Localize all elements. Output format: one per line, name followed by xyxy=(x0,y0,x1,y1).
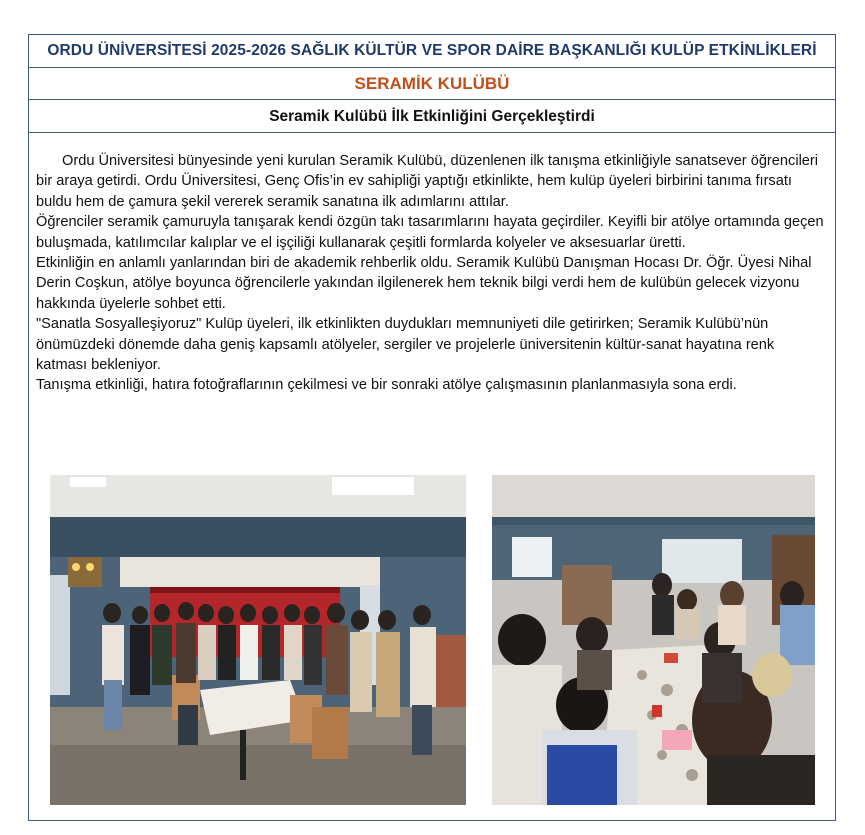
club-name: SERAMİK KULÜBÜ xyxy=(29,68,835,100)
paragraph-3: Etkinliğin en anlamlı yanlarından biri de akademik rehberlik oldu. Seramik Kulübü Danışman Hocası Dr. Öğr. Üyesi Nihal Derin Coşkun, atölye boyunca öğrencilerle yakından ilgilenerek hem teknik bilgi verdi hem de kulübün gelecek vizyonu hakkında üyelerle sohbet etti. xyxy=(36,255,812,312)
workshop-photo xyxy=(492,475,815,805)
page-frame xyxy=(28,34,836,821)
article-body xyxy=(36,151,826,396)
article-title: Seramik Kulübü İlk Etkinliğini Gerçekleştirdi xyxy=(29,100,835,133)
group-photo xyxy=(50,475,466,805)
paragraph-4: "Sanatla Sosyalleşiyoruz" Kulüp üyeleri, ilk etkinlikten duydukları memnuniyeti dile getirirken; Seramik Kulübü’nün önümüzdeki dönemde daha geniş kapsamlı atölyeler, sergiler ve projelerle üniversitenin kültür-sanat hayatına renk katması bekleniyor. xyxy=(36,316,775,374)
paragraph-2: Öğrenciler seramik çamuruyla tanışarak kendi özgün takı tasarımlarını hayata geçirdiler. Keyifli bir atölye ortamında geçen buluşmada, katılımcılar kalıplar ve el işçiliği kullanarak çeşitli formlarda kolyeler ve aksesuarlar üretti. xyxy=(36,214,824,251)
paragraph-5: Tanışma etkinliği, hatıra fotoğraflarının çekilmesi ve bir sonraki atölye çalışmasının planlanmasıyla sona erdi. xyxy=(36,377,737,394)
paragraph-1: Ordu Üniversitesi bünyesinde yeni kurulan Seramik Kulübü, düzenlenen ilk tanışma etkinliğiyle sanatsever öğrencileri bir araya getirdi. Ordu Üniversitesi, Genç Ofis’in ev sahipliği yaptığı etkinlikte, hem kulüp üyeleri birbirini tanıma fırsatı buldu hem de çamura şekil vererek seramik sanatına ilk adımlarını attılar. xyxy=(36,153,819,210)
organization-title: ORDU ÜNİVERSİTESİ 2025-2026 SAĞLIK KÜLTÜR VE SPOR DAİRE BAŞKANLIĞI KULÜP ETKİNLİKLERİ xyxy=(29,35,835,68)
